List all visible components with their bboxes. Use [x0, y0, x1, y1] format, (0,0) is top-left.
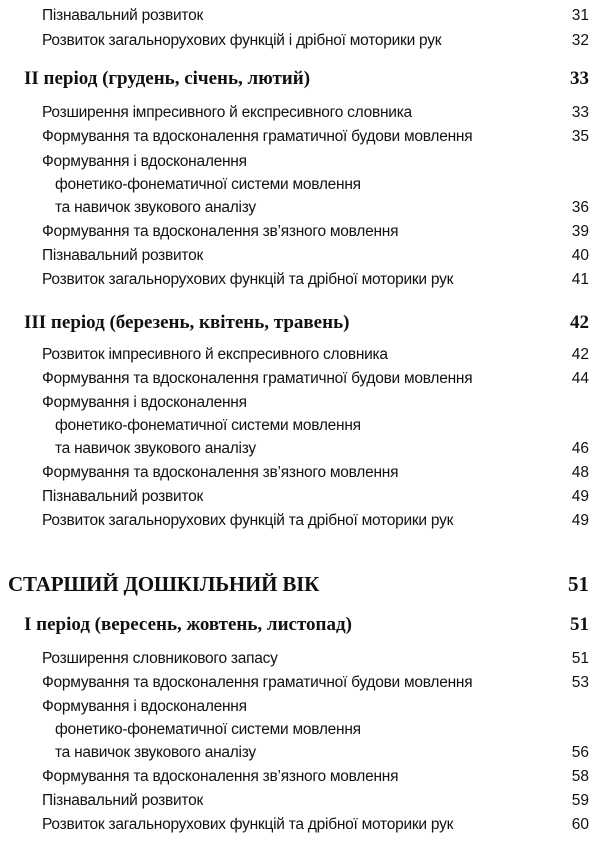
period-heading: III період (березень, квітень, травень) [24, 312, 350, 333]
toc-entry-title: Розширення імпресивного й експресивного словника [42, 104, 412, 121]
toc-entry-page: 35 [571, 128, 589, 145]
toc-entry-page: 59 [571, 792, 589, 809]
toc-entry-page: 41 [571, 271, 589, 288]
section-heading-page: 51 [568, 572, 589, 596]
toc-entry-title: Розширення словникового запасу [42, 650, 278, 667]
toc-entry-title: Пізнавальний розвиток [42, 247, 203, 264]
period-heading-page: 42 [570, 312, 589, 333]
toc-entry-title: Формування та вдосконалення зв’язного мовлення [42, 223, 399, 240]
toc-entry-title: Формування та вдосконалення зв’язного мовлення [42, 768, 399, 785]
toc-entry-title: Розвиток імпресивного й експресивного словника [42, 346, 388, 363]
toc-entry-page: 40 [571, 247, 589, 264]
toc-entry-title-line: та навичок звукового аналізу [55, 440, 256, 457]
toc-entry-title: Формування та вдосконалення граматичної будови мовлення [42, 674, 473, 691]
period-heading: II період (грудень, січень, лютий) [24, 68, 311, 89]
toc-entry-title: Розвиток загальнорухових функцій та дрібної моторики рук [42, 271, 454, 288]
toc-entry-title-line: фонетико-фонематичної системи мовлення [55, 721, 361, 738]
toc-entry-title-line: фонетико-фонематичної системи мовлення [55, 176, 361, 193]
toc-entry-title-line: Формування і вдосконалення [42, 698, 247, 715]
toc-entry-title: Розвиток загальнорухових функцій і дрібної моторики рук [42, 32, 442, 49]
toc-entry-title: Формування та вдосконалення граматичної будови мовлення [42, 128, 473, 145]
toc-entry-page: 48 [571, 464, 589, 481]
toc-entry-page: 42 [571, 346, 589, 363]
toc-entry-page: 58 [571, 768, 589, 785]
toc-entry-page: 51 [571, 650, 589, 667]
toc-entry-title-line: Формування і вдосконалення [42, 153, 247, 170]
toc-entry-title: Пізнавальний розвиток [42, 7, 203, 24]
toc-entry-title-line: та навичок звукового аналізу [55, 744, 256, 761]
toc-entry-title: Розвиток загальнорухових функцій та дрібної моторики рук [42, 816, 454, 833]
period-heading-page: 51 [570, 614, 589, 635]
toc-entry-page: 39 [571, 223, 589, 240]
period-heading-page: 33 [570, 68, 589, 89]
toc-entry-title: Формування та вдосконалення зв’язного мовлення [42, 464, 399, 481]
toc-entry-title: Пізнавальний розвиток [42, 792, 203, 809]
toc-entry-title-line: Формування і вдосконалення [42, 394, 247, 411]
section-heading: СТАРШИЙ ДОШКІЛЬНИЙ ВІК [8, 572, 320, 596]
toc-entry-page: 49 [571, 512, 589, 529]
toc-entry-page: 33 [571, 104, 589, 121]
period-heading: I період (вересень, жовтень, листопад) [24, 614, 352, 635]
toc-entry-page: 53 [571, 674, 589, 691]
toc-entry-title: Розвиток загальнорухових функцій та дрібної моторики рук [42, 512, 454, 529]
toc-entry-title: Формування та вдосконалення граматичної будови мовлення [42, 370, 473, 387]
toc-entry-title-line: фонетико-фонематичної системи мовлення [55, 417, 361, 434]
toc-entry-page: 60 [571, 816, 589, 833]
toc-entry-page: 32 [571, 32, 589, 49]
toc-entry-title-line: та навичок звукового аналізу [55, 199, 256, 216]
toc-entry-page: 49 [571, 488, 589, 505]
toc-entry-page: 31 [571, 7, 589, 24]
toc-entry-page: 36 [571, 199, 589, 216]
toc-entry-page: 46 [571, 440, 589, 457]
toc-entry-page: 44 [571, 370, 589, 387]
toc-entry-title: Пізнавальний розвиток [42, 488, 203, 505]
toc-entry-page: 56 [571, 744, 589, 761]
